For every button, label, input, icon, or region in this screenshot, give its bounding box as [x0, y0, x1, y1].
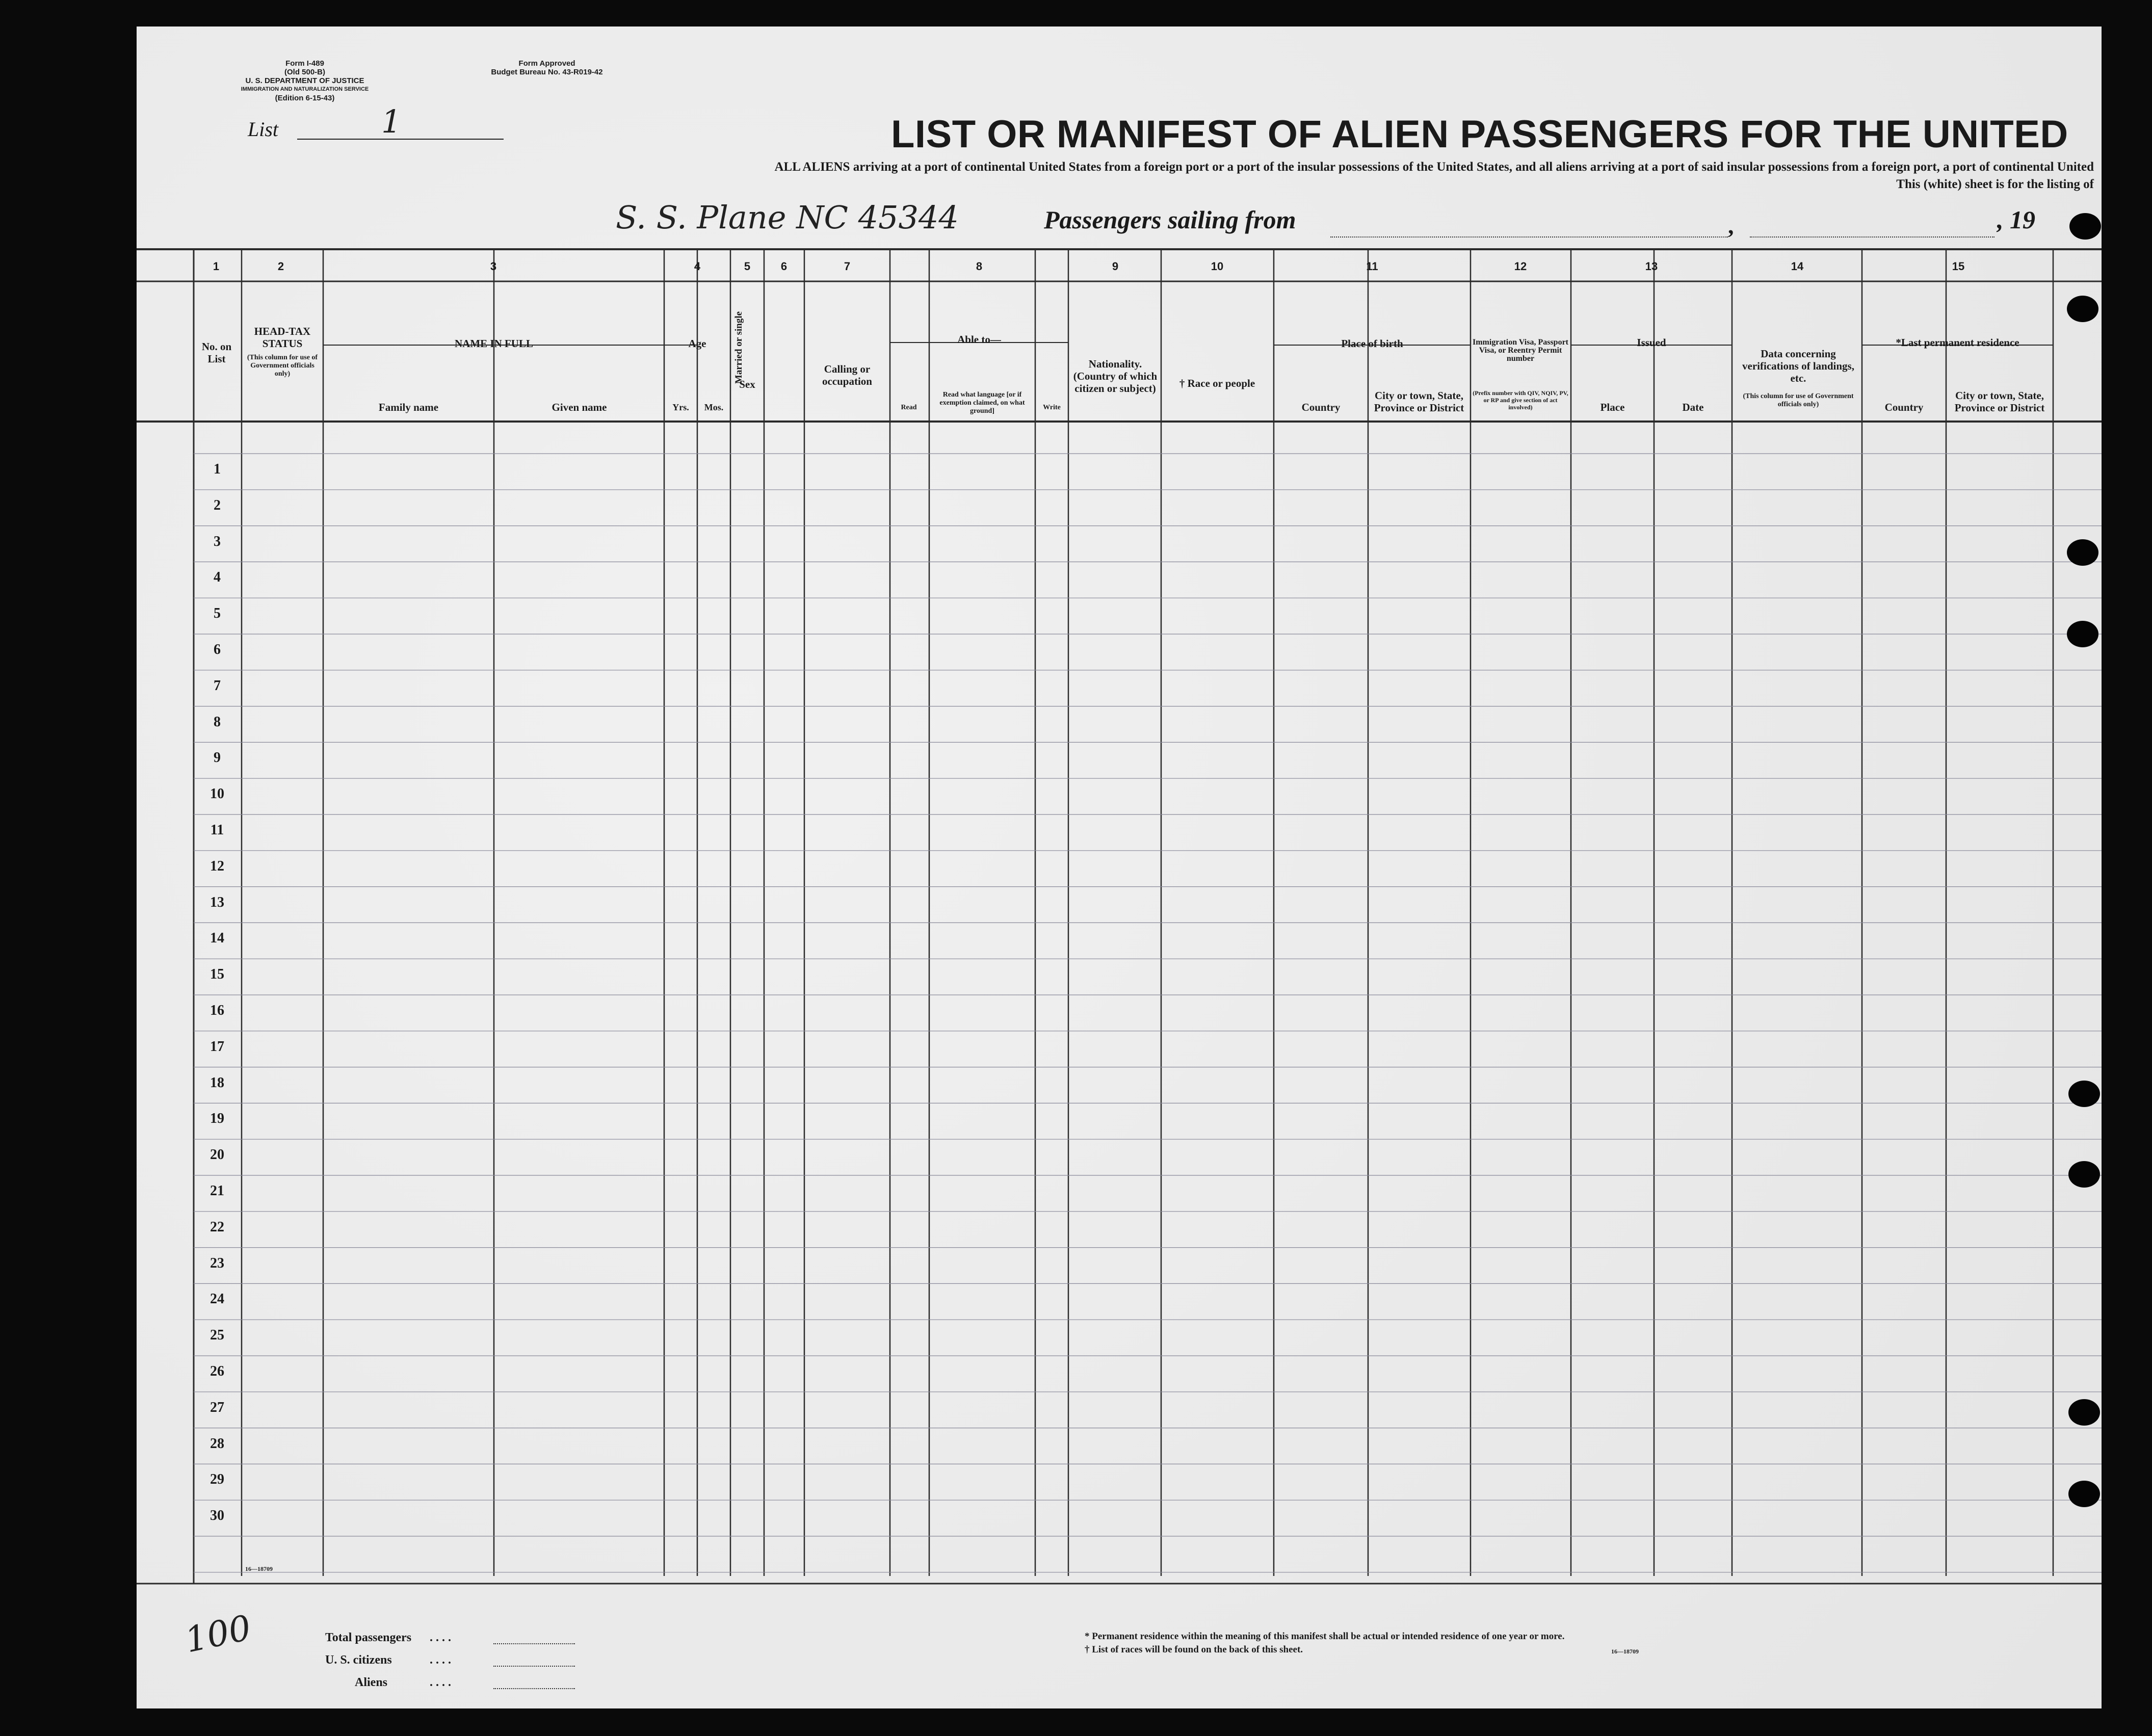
row-number: 27: [210, 1399, 224, 1415]
header-res-city: City or town, State, Province or District: [1954, 389, 2045, 414]
header-birth-city: City or town, State, Province or District: [1374, 389, 1464, 414]
header-race: † Race or people: [1179, 377, 1255, 389]
table-grid: [137, 27, 2102, 1708]
punch-hole: [2068, 1481, 2100, 1507]
row-number: 29: [210, 1471, 224, 1488]
manifest-sheet: [137, 27, 2102, 1708]
row-number: 1: [214, 461, 221, 477]
department: U. S. DEPARTMENT OF JUSTICE: [245, 76, 364, 85]
header-res-country: Country: [1884, 401, 1924, 413]
row-number: 9: [214, 750, 221, 766]
header-issued: Issued: [1637, 336, 1666, 349]
column-number: 6: [780, 260, 788, 273]
header-mos: Mos.: [704, 402, 724, 412]
sailing-label: Passengers sailing from: [1044, 205, 1296, 234]
row-number: 12: [210, 858, 224, 874]
footnote-races: † List of races will be found on the back of this sheet.: [1085, 1644, 1303, 1655]
row-number: 2: [214, 497, 221, 513]
service: IMMIGRATION AND NATURALIZATION SERVICE: [241, 86, 369, 92]
row-number: 19: [210, 1111, 224, 1127]
row-number: 25: [210, 1327, 224, 1344]
budget-bureau: Budget Bureau No. 43-R019-42: [491, 68, 603, 76]
row-number: 15: [210, 966, 224, 983]
row-number: 21: [210, 1183, 224, 1199]
punch-hole: [2068, 1399, 2100, 1426]
header-able-to: Able to—: [957, 333, 1001, 346]
header-issued-date: Date: [1682, 401, 1704, 413]
header-birth-country: Country: [1301, 401, 1341, 413]
header-name-in-full: NAME IN FULL: [454, 337, 533, 350]
row-number: 10: [210, 786, 224, 802]
header-read-language: Read what language [or if exemption claimed, on what ground]: [939, 391, 1025, 415]
column-number: 4: [694, 260, 701, 273]
page-title: LIST OR MANIFEST OF ALIEN PASSENGERS FOR THE UNITED: [891, 113, 2068, 156]
vessel-name: S. S. Plane NC 45344: [616, 199, 959, 236]
row-number: 18: [210, 1074, 224, 1091]
header-age: Age: [688, 337, 706, 350]
us-citizens-label: U. S. citizens: [325, 1653, 392, 1667]
row-number: 20: [210, 1147, 224, 1163]
header-visa: Immigration Visa, Passport Visa, or Reentry Permit number: [1473, 338, 1568, 363]
punch-hole: [2067, 296, 2098, 322]
row-number: 24: [210, 1291, 224, 1307]
header-given-name: Given name: [552, 401, 607, 413]
form-id: Form I-489: [285, 59, 324, 68]
row-number: 26: [210, 1363, 224, 1379]
header-family-name: Family name: [378, 401, 439, 413]
header-write: Write: [1043, 404, 1061, 411]
column-number: 2: [277, 260, 284, 273]
row-number: 8: [214, 714, 221, 730]
row-number: 14: [210, 930, 224, 946]
sailing-comma: ,: [1728, 213, 1734, 239]
column-number: 15: [1952, 260, 1965, 273]
column-number: 8: [976, 260, 983, 273]
column-number: 14: [1791, 260, 1804, 273]
header-issued-place: Place: [1600, 401, 1625, 413]
row-number: 3: [214, 533, 221, 549]
header-no-on-list: No. on List: [201, 340, 232, 365]
row-number: 5: [214, 606, 221, 622]
row-number: 28: [210, 1435, 224, 1452]
header-read: Read: [901, 404, 917, 411]
instructions-line2: This (white) sheet is for the listing of: [1896, 177, 2094, 191]
total-passengers-dots: . . . .: [430, 1631, 451, 1644]
row-number: 11: [210, 822, 224, 838]
header-visa-note: (Prefix number with QIV, NQIV, PV, or RP and give section of act involved): [1473, 389, 1568, 411]
column-number: 9: [1112, 260, 1119, 273]
aliens-field: [493, 1688, 575, 1689]
header-head-tax-note: (This column for use of Government officials only): [247, 354, 318, 378]
aliens-dots: . . . .: [430, 1676, 451, 1689]
us-citizens-dots: . . . .: [430, 1653, 451, 1667]
printer-code-2: 16—18709: [1611, 1648, 1639, 1655]
aliens-label: Aliens: [355, 1676, 388, 1689]
row-number: 22: [210, 1219, 224, 1235]
total-passengers-label: Total passengers: [325, 1631, 412, 1644]
header-married: Married or single: [733, 311, 744, 384]
us-citizens-field: [493, 1666, 575, 1667]
form-approved: Form Approved: [518, 59, 575, 68]
punch-hole: [2067, 539, 2098, 566]
old-form-id: (Old 500-B): [284, 68, 325, 76]
list-number: 1: [381, 103, 402, 140]
year-prefix: , 19: [1997, 205, 2035, 234]
punch-hole: [2068, 1161, 2100, 1188]
column-number: 10: [1211, 260, 1224, 273]
header-sex: Sex: [739, 378, 755, 390]
row-number: 17: [210, 1038, 224, 1055]
punch-hole: [2068, 1081, 2100, 1107]
header-data-note: (This column for use of Government officials only): [1743, 392, 1854, 408]
instructions-line1: ALL ALIENS arriving at a port of continental United States from a foreign port or a port of the insular possessions of the United States, and all aliens arriving at a port of said insular possessions from a foreign port, a port of continental United: [774, 160, 2094, 174]
row-number: 16: [210, 1003, 224, 1018]
column-number: 1: [213, 260, 220, 273]
header-nationality: Nationality. (Country of which citizen or subject): [1073, 358, 1158, 394]
header-head-tax: HEAD-TAX STATUS: [254, 325, 311, 350]
printer-code: 16—18709: [245, 1565, 273, 1572]
edition: (Edition 6-15-43): [275, 94, 335, 102]
column-number: 5: [744, 260, 751, 273]
column-number: 3: [490, 260, 497, 273]
column-number: 11: [1366, 260, 1378, 273]
row-number: 6: [214, 642, 221, 657]
header-data-concerning: Data concerning verifications of landings, etc.: [1742, 348, 1854, 384]
header-last-residence: *Last permanent residence: [1896, 336, 2019, 349]
column-number: 12: [1514, 260, 1527, 273]
header-calling: Calling or occupation: [822, 363, 872, 387]
column-number: 13: [1645, 260, 1658, 273]
margin-note: 100: [181, 1608, 255, 1661]
column-number: 7: [844, 260, 851, 273]
row-number: 13: [210, 894, 224, 910]
header-yrs: Yrs.: [672, 402, 689, 412]
row-number: 7: [214, 677, 221, 694]
row-number: 30: [210, 1508, 224, 1524]
row-number: 4: [214, 569, 221, 586]
punch-hole: [2067, 621, 2098, 647]
footnote-permanent-residence: * Permanent residence within the meaning of this manifest shall be actual or intended residence of one year or more.: [1085, 1631, 1565, 1642]
list-label: List: [248, 118, 279, 141]
row-number: 23: [210, 1255, 224, 1271]
total-passengers-field: [493, 1643, 575, 1644]
header-place-of-birth: Place of birth: [1341, 337, 1403, 350]
punch-hole: [2069, 213, 2101, 240]
